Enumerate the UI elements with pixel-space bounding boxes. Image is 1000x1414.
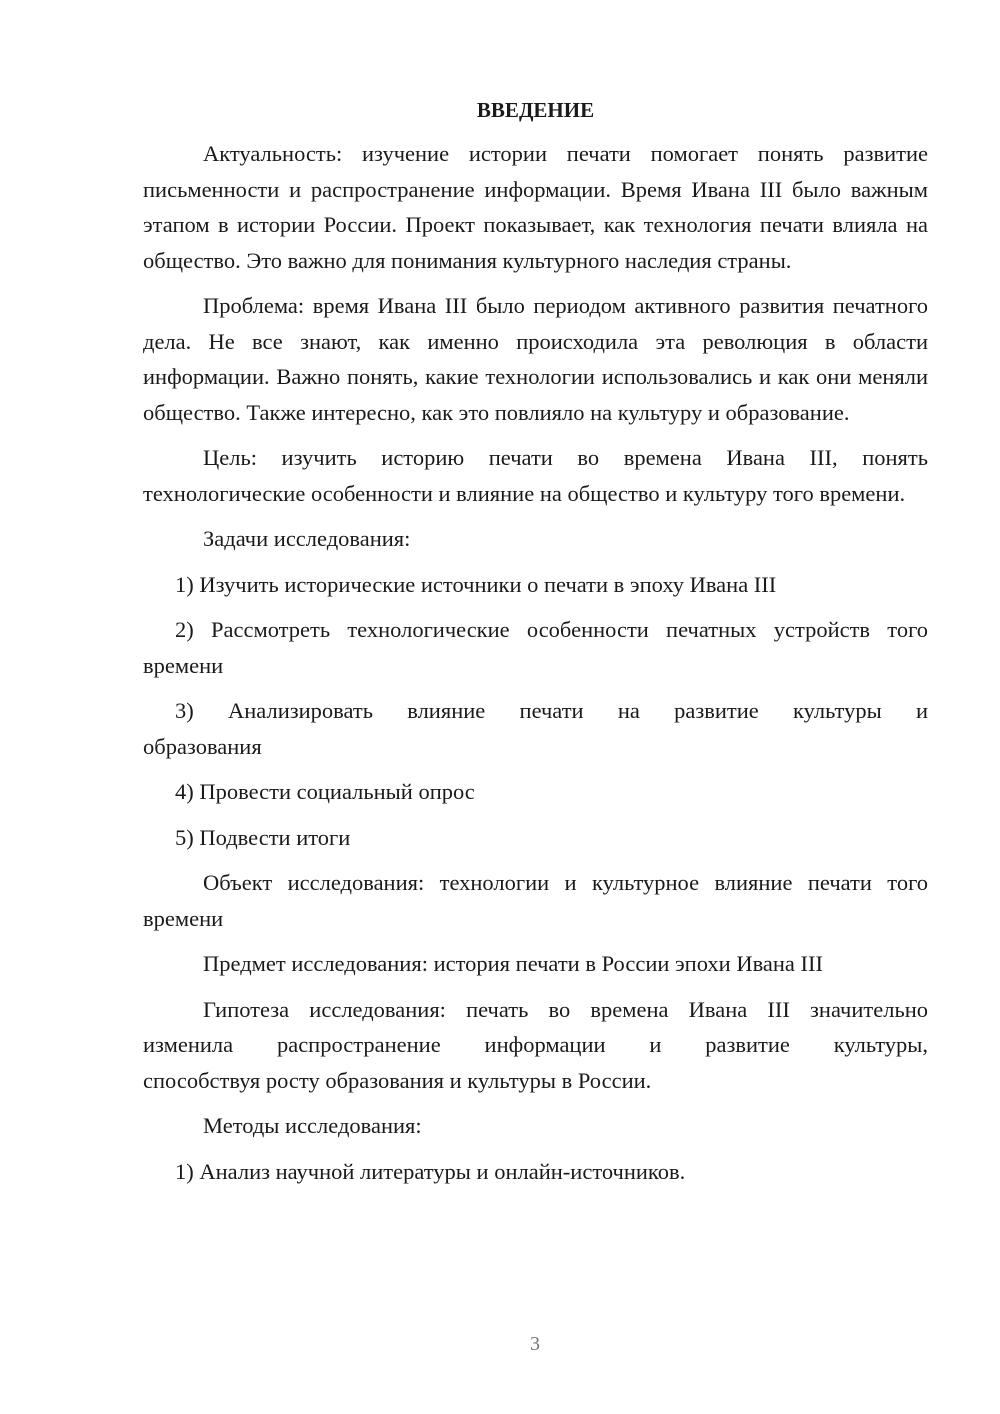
task-item-2: 2) Рассмотреть технологические особенности печатных устройств того времени <box>143 617 928 678</box>
goal-paragraph: Цель: изучить историю печати во времена Ивана III, понять технологические особенности и влияние на общество и культуру того времени. <box>143 445 928 506</box>
problem-paragraph: Проблема: время Ивана III было периодом активного развития печатного дела. Не все знают, как именно происходила эта революция в области информации. Важно понять, какие технологии использовались и как они меняли общество. Также интересно, как это повлияло на культуру и образование. <box>143 293 928 425</box>
task-item-3 <box>143 693 928 764</box>
task-item-4: 4) Провести социальный опрос <box>175 779 475 804</box>
object-paragraph: Объект исследования: технологии и культурное влияние печати того времени <box>143 870 928 931</box>
hypothesis-line-3: способствуя росту образования и культуры в России. <box>143 1067 652 1093</box>
methods-heading: Методы исследования: <box>203 1113 422 1138</box>
task-item-3-line-1: 3) Анализировать влияние печати на развитие культуры и <box>175 698 928 723</box>
tasks-heading: Задачи исследования: <box>203 526 411 551</box>
task-item-3-line-2: образования <box>143 733 262 759</box>
page-number: 3 <box>530 1333 540 1355</box>
relevance-paragraph: Актуальность: изучение истории печати помогает понять развитие письменности и распространение информации. Время Ивана III было важным этапом в истории России. Проект показывает, как технология печати влияла на общество. Это важно для понимания культурного наследия страны. <box>143 141 928 273</box>
document-page <box>143 92 928 1199</box>
section-title: ВВЕДЕНИЕ <box>476 98 595 122</box>
task-item-5: 5) Подвести итоги <box>175 824 351 850</box>
task-item-1: 1) Изучить исторические источники о печати в эпоху Ивана III <box>175 571 777 597</box>
subject-paragraph: Предмет исследования: история печати в России эпохи Ивана III <box>203 951 824 976</box>
method-item-1: 1) Анализ научной литературы и онлайн-источников. <box>175 1158 686 1184</box>
hypothesis-line-2: изменила распространение информации и развитие культуры, <box>143 1032 928 1057</box>
hypothesis-paragraph <box>143 992 928 1099</box>
hypothesis-line-1: Гипотеза исследования: печать во времена Ивана III значительно <box>203 996 928 1022</box>
